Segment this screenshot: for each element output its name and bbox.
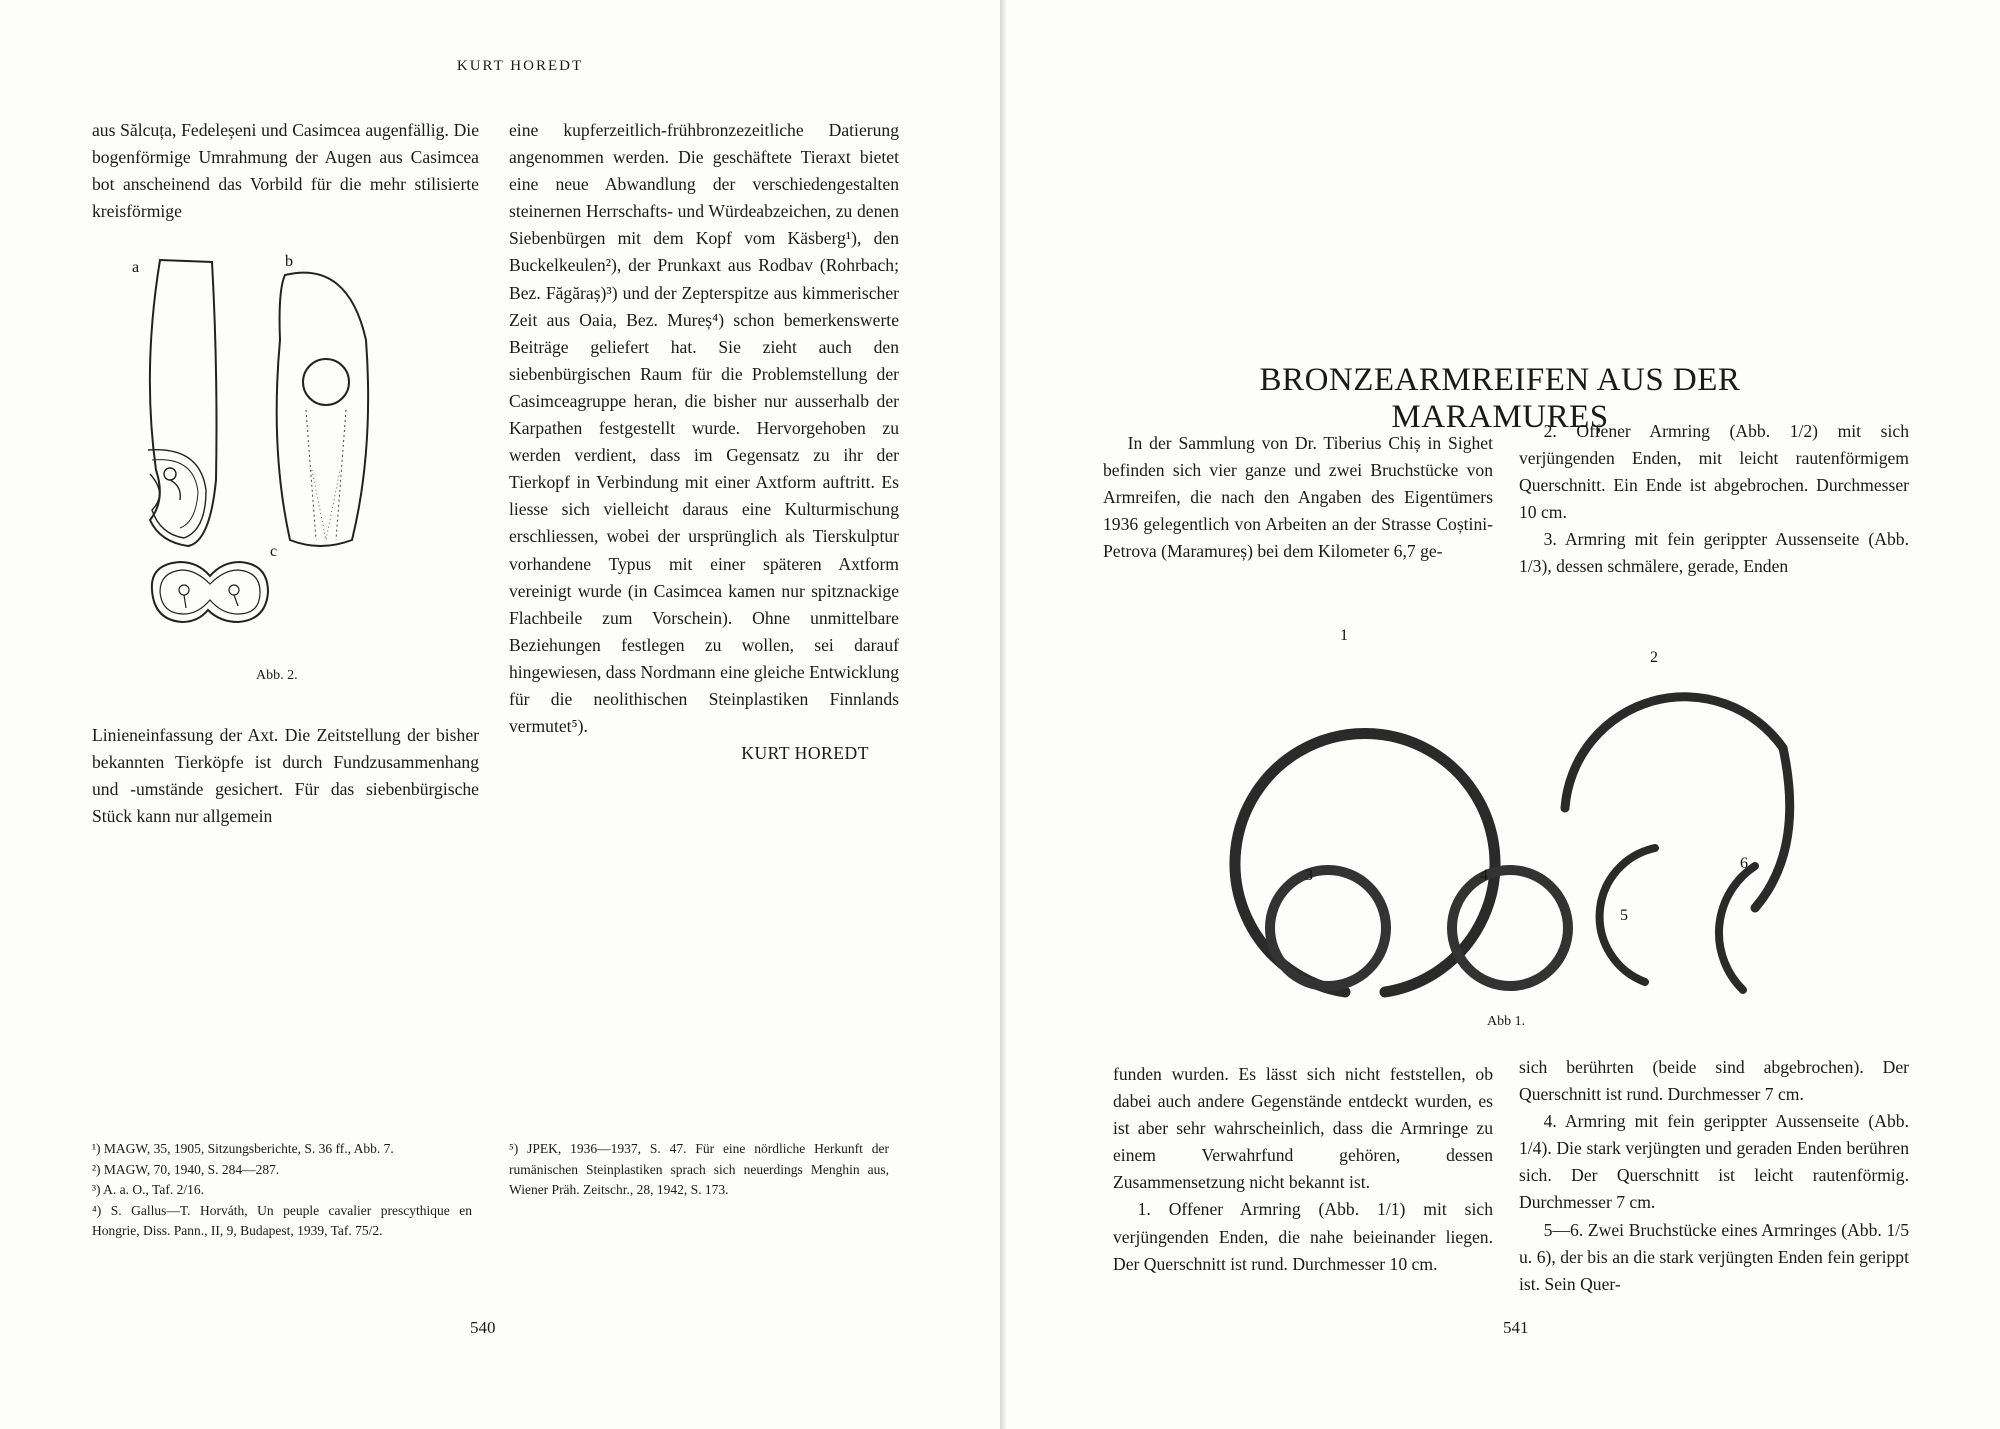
footnote: ²) MAGW, 70, 1940, S. 284—287. xyxy=(92,1161,280,1177)
footnote: ¹) MAGW, 35, 1905, Sitzungsberichte, S. 36 ff., Abb. 7. xyxy=(92,1141,394,1156)
paragraph: eine kupferzeitlich-frühbronzezeitliche Datierung angenommen werden. Die geschäftete Tieraxt bietet eine neue Abwandlung der verschiedengestalten steinernen Herrschafts- und Würdeabzeichen, zu denen Siebenbürgen mit dem Kopf vom Käsberg¹), den Buckelkeulen²), der Prunkaxt aus Rodbav (Rohrbach; Bez. Făgăraș)³) und der Zepterspitze aus kimmerischer Zeit aus Oaia, Bez. Mureș⁴) schon bemerkenswerte Beiträge geliefert hat. Sie zieht auch den siebenbürgischen Raum für die Problemstellung der Casimceagruppe heran, die bisher nur ausserhalb der Karpathen festgestellt wurde. Hervorgehoben zu werden verdient, dass im Gegensatz zu ihr der Tierkopf in Verbindung mit einer Axtform auftritt. Es liesse sich vielleicht daraus eine Kulturmischung erschliessen, wobei der ursprünglich als Tierskulptur vorhandene Typus mit einer späteren Axtform vereinigt wurde (in Casimcea kamen nur spitznackige Flachbeile zum Vorschein). Ohne unmittelbare Beziehungen festlegen zu wollen, sei darauf hingewiesen, dass Nordmann eine gleiche Entwicklung für die neolithischen Steinplastiken Finnlands vermutet⁵). xyxy=(509,120,899,737)
figure-axe-drawing xyxy=(130,250,380,630)
paragraph: funden wurden. Es lässt sich nicht feststellen, ob dabei auch andere Gegenstände entdeckt wurden, es ist aber sehr wahrscheinlich, dass die Armringe zu einem Verwahrfund gehören, dessen Zusammensetzung nicht bekannt ist. xyxy=(1113,1064,1493,1193)
figure-caption: Abb 1. xyxy=(1487,1014,1526,1029)
bracelet-label-3: 3 xyxy=(1305,867,1313,884)
figure-bracelets-photo xyxy=(1195,590,1885,1010)
right-col1-bottom xyxy=(1113,1061,1493,1278)
gutter xyxy=(1000,0,1006,1429)
page-number: 541 xyxy=(1503,1318,1529,1337)
paragraph: Linieneinfassung der Axt. Die Zeitstellung der bisher bekannten Tierköpfe ist durch Fundzusammenhang und -umstände gesichert. Für das siebenbürgische Stück kann nur allgemein xyxy=(92,725,479,827)
paragraph: 2. Offener Armring (Abb. 1/2) mit sich verjüngenden Enden, mit leicht rautenförmigem Querschnitt. Ein Ende ist abgebrochen. Durchmesser 10 cm. xyxy=(1519,421,1909,523)
figure-caption: Abb. 2. xyxy=(256,668,298,683)
bracelet-label-6: 6 xyxy=(1740,855,1748,872)
footnotes-right xyxy=(509,1139,889,1201)
figure-label-c: c xyxy=(270,543,278,560)
right-col1-top xyxy=(1103,430,1493,565)
bracelet-label-2: 2 xyxy=(1650,649,1658,666)
footnote: ⁵) JPEK, 1936—1937, S. 47. Für eine nördliche Herkunft der rumänischen Steinplastiken sprach sich neuerdings Menghin aus, Wiener Präh. Zeitschr., 28, 1942, S. 173. xyxy=(509,1141,889,1197)
article-title: BRONZEARMREIFEN AUS DER MARAMUREȘ xyxy=(1259,362,1741,435)
paragraph: aus Sălcuța, Fedeleșeni und Casimcea augenfällig. Die bogenförmige Umrahmung der Augen aus Casimcea bot anscheinend das Vorbild für die mehr stilisierte kreisförmige xyxy=(92,120,479,222)
paragraph: In der Sammlung von Dr. Tiberius Chiș in Sighet befinden sich vier ganze und zwei Bruchstücke von Armreifen, die nach den Angaben des Eigentümers 1936 gelegentlich von Arbeiten an der Strasse Coștini-Petrova (Maramureș) bei dem Kilometer 6,7 ge- xyxy=(1103,433,1493,562)
footnote: ³) A. a. O., Taf. 2/16. xyxy=(92,1182,204,1197)
paragraph: 3. Armring mit fein gerippter Aussenseite (Abb. 1/3), dessen schmälere, gerade, Enden xyxy=(1519,529,1909,577)
right-col2-top xyxy=(1519,418,1909,581)
paragraph: 4. Armring mit fein gerippter Aussenseite (Abb. 1/4). Die stark verjüngten und geraden Enden berühren sich. Der Querschnitt ist leicht rautenförmig. Durchmesser 7 cm. xyxy=(1519,1111,1909,1213)
footnotes-left xyxy=(92,1139,472,1242)
left-col2 xyxy=(509,117,899,767)
paragraph: 1. Offener Armring (Abb. 1/1) mit sich verjüngenden Enden, die nahe beieinander liegen. Der Querschnitt ist rund. Durchmesser 10 cm. xyxy=(1113,1199,1493,1274)
running-head: KURT HOREDT xyxy=(456,58,584,74)
bracelet-label-1: 1 xyxy=(1340,627,1348,644)
paragraph: sich berührten (beide sind abgebrochen). Der Querschnitt ist rund. Durchmesser 7 cm. xyxy=(1519,1057,1909,1105)
page-number: 540 xyxy=(470,1318,496,1337)
right-col2-bottom xyxy=(1519,1054,1909,1298)
left-col1-top xyxy=(92,117,479,225)
bracelet-label-5: 5 xyxy=(1620,907,1628,924)
footnote: ⁴) S. Gallus—T. Horváth, Un peuple cavalier prescythique en Hongrie, Diss. Pann., II, 9, Budapest, 1939, Taf. 75/2. xyxy=(92,1202,472,1238)
signature: KURT HOREDT xyxy=(741,743,869,764)
figure-label-a: a xyxy=(132,259,140,276)
paragraph: 5—6. Zwei Bruchstücke eines Armringes (Abb. 1/5 u. 6), der bis an die stark verjüngten Enden fein gerippt ist. Sein Quer- xyxy=(1519,1219,1909,1294)
left-col1-bottom xyxy=(92,722,479,830)
figure-label-b: b xyxy=(285,253,293,270)
bracelet-label-4: 4 xyxy=(1480,867,1488,884)
